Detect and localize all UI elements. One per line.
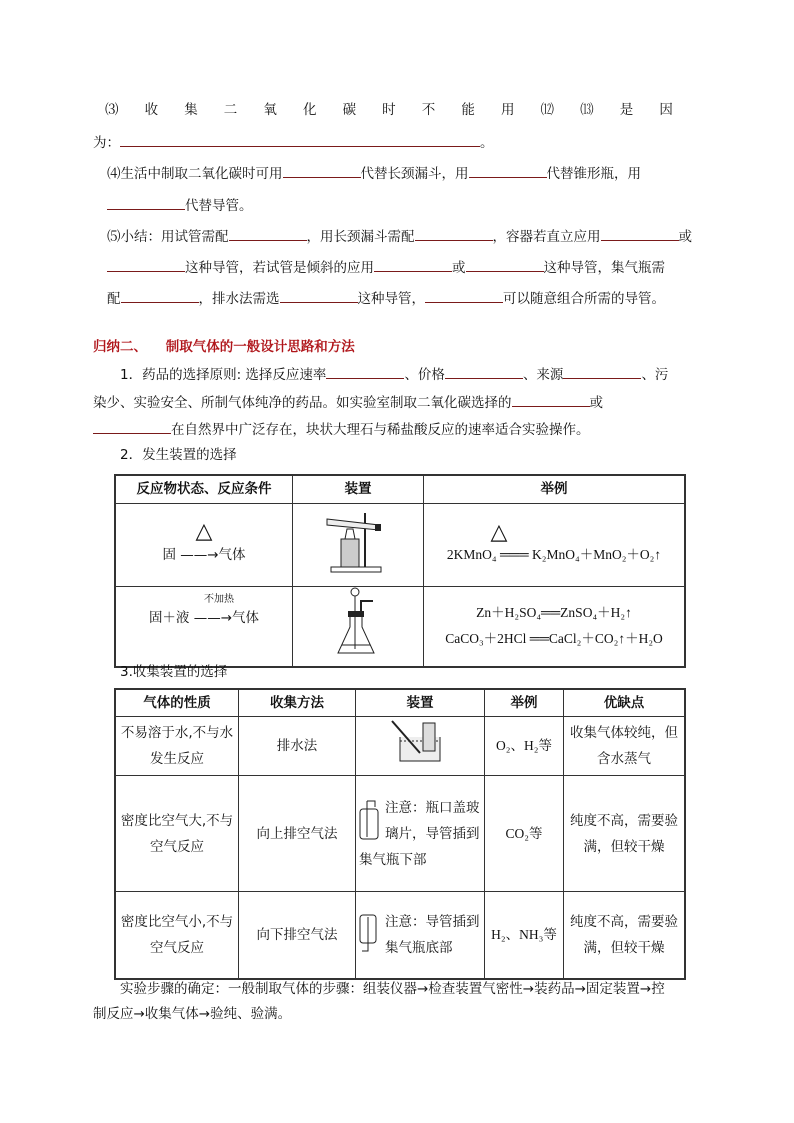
example-cell: H₂、NH₃等 [485,892,564,979]
text-segment: 是 [619,102,634,118]
text-segment: ，排水法需选 [198,291,280,307]
fill-in-blank [415,226,493,241]
text-segment: ，用长颈漏斗需配 [306,229,415,245]
fill-in-blank [601,226,679,241]
text-segment: 可以随意组合所需的导管。 [503,291,665,307]
fill-in-blank [326,364,404,379]
fill-in-blank [563,364,641,379]
text-segment: 、价格 [404,367,445,383]
text-segment: ⑷生活中制取二氧化碳时可用 [107,166,283,182]
text-segment: 能 [461,102,475,118]
condition-cell [115,503,293,586]
condition-text: 固＋液 ——→气体 [148,609,260,626]
table1-header: 装置 [293,475,424,503]
collection-device-table [114,688,686,980]
text-segment: 碳 [342,102,357,118]
fill-in-blank [425,288,503,303]
device-note: 注意：瓶口盖玻璃片，导管插到集气瓶下部 [359,799,480,868]
table2-header: 气体的性质 [115,689,239,717]
q4-line2 [107,195,253,215]
equation: Zn＋H₂SO₄══ZnSO₄＋H₂↑ [476,605,632,620]
p1-line2 [93,392,603,412]
method-cell: 向上排空气法 [239,776,356,892]
method-cell: 向下排空气法 [239,892,356,979]
table2-header: 举例 [485,689,564,717]
text-segment: 代替导管。 [185,198,253,214]
text-segment: ⑶ [105,102,119,118]
heating-symbol: △ [195,518,213,544]
fill-in-blank [107,195,185,210]
table-row [115,776,685,892]
example-cell [424,503,686,586]
text-segment: 化 [302,102,317,118]
text-segment: 这种导管，集气瓶需 [543,260,665,276]
text-segment: 、来源 [522,367,564,383]
generation-device-table [114,474,686,668]
text-segment: 染少、实验安全、所制气体纯净的药品。如实验室制取二氧化碳选择的 [93,395,512,411]
table2-header: 收集方法 [239,689,356,717]
section-heading: 归纳二、 制取气体的一般设计思路和方法 [93,339,355,355]
erlenmeyer-flask-apparatus-icon [293,586,424,667]
text-segment: 这种导管，若试管是倾斜的应用 [185,260,374,276]
text-segment: 收 [144,102,159,118]
pros-cons-cell: 收集气体较纯，但含水蒸气 [564,717,686,776]
fill-in-blank [445,364,523,379]
method-cell: 排水法 [239,717,356,776]
upward-air-displacement-bottle-icon [359,799,381,841]
example-cell: CO₂等 [485,776,564,892]
text-segment: 配 [107,291,121,307]
text-segment: 为： [93,135,120,151]
fill-in-blank [121,288,199,303]
footer-line2: 制反应→收集气体→验纯、验满。 [93,1006,292,1022]
water-displacement-icon [356,717,485,776]
table-row [115,892,685,979]
text-segment: 。 [480,135,494,151]
text-segment: 这种导管， [357,291,425,307]
pros-cons-cell: 纯度不高，需要验满，但较干燥 [564,776,686,892]
fill-in-blank [512,392,590,407]
text-segment: 或 [589,395,603,411]
text-segment: 氧 [263,102,277,118]
device-cell [356,776,485,892]
q3-line1 [105,101,673,119]
q5-line1 [107,226,692,246]
table2-header: 装置 [356,689,485,717]
fill-in-blank [120,132,480,147]
pros-cons-cell: 纯度不高，需要验满，但较干燥 [564,892,686,979]
text-segment: 代替长颈漏斗，用 [360,166,469,182]
table2-header: 优缺点 [564,689,686,717]
table-row [115,586,685,667]
text-segment: ⑸小结：用试管需配 [107,229,229,245]
equation: 2KMnO₄ ═══ K₂MnO₄＋MnO₂＋O₂↑ [446,546,662,562]
text-segment: 或 [452,260,466,276]
p3-heading: 3.收集装置的选择 [120,664,228,680]
example-cell: O₂、H₂等 [485,717,564,776]
text-segment: ⒀ [580,102,594,118]
footer-line1: 实验步骤的确定：一般制取气体的步骤：组装仪器→检查装置气密性→装药品→固定装置→控 [120,981,665,997]
condition-cell [115,586,293,667]
text-segment: 不 [421,102,436,118]
q3-line2 [93,132,494,152]
device-note: 注意：导管插到集气瓶底部 [385,913,480,956]
condition-note: 不加热 [204,593,234,605]
equation: CaCO₃＋2HCl ══CaCl₂＋CO₂↑＋H₂O [445,631,663,646]
text-segment: 、污 [641,367,669,383]
text-segment: ⑿ [540,102,555,118]
fill-in-blank [93,419,171,434]
fill-in-blank [229,226,307,241]
property-cell: 密度比空气小,不与空气反应 [115,892,239,979]
table1-header: 反应物状态、反应条件 [115,475,293,503]
q5-line3 [107,288,665,308]
fill-in-blank [374,257,452,272]
device-cell [356,892,485,979]
fill-in-blank [107,257,185,272]
table-row [115,717,685,776]
text-segment: 二 [223,102,238,118]
text-segment: 集 [184,102,198,118]
text-segment: 在自然界中广泛存在，块状大理石与稀盐酸反应的速率适合实验操作。 [171,422,590,438]
p1-line3 [93,419,590,439]
q4-line1 [107,163,641,183]
test-tube-heating-apparatus-icon [293,503,424,586]
p1-line1 [120,364,668,384]
text-segment: 或 [678,229,692,245]
p2-heading: 2．发生装置的选择 [120,447,237,463]
table1-header: 举例 [424,475,686,503]
text-segment: 代替锥形瓶，用 [546,166,641,182]
property-cell: 不易溶于水,不与水发生反应 [115,717,239,776]
text-segment: 用 [500,102,515,118]
fill-in-blank [469,163,547,178]
example-cell [424,586,686,667]
fill-in-blank [283,163,361,178]
condition-text: 固 ——→气体 [162,546,246,563]
downward-air-displacement-bottle-icon [359,913,381,955]
text-segment: ，容器若直立应用 [492,229,601,245]
text-segment: 1．药品的选择原则: 选择反应速率 [120,367,327,383]
text-segment: 时 [382,102,396,118]
text-segment: 因 [659,102,673,118]
fill-in-blank [466,257,544,272]
heating-symbol: △ [490,518,508,544]
table-row [115,503,685,586]
fill-in-blank [280,288,358,303]
property-cell: 密度比空气大,不与空气反应 [115,776,239,892]
q5-line2 [107,257,665,277]
